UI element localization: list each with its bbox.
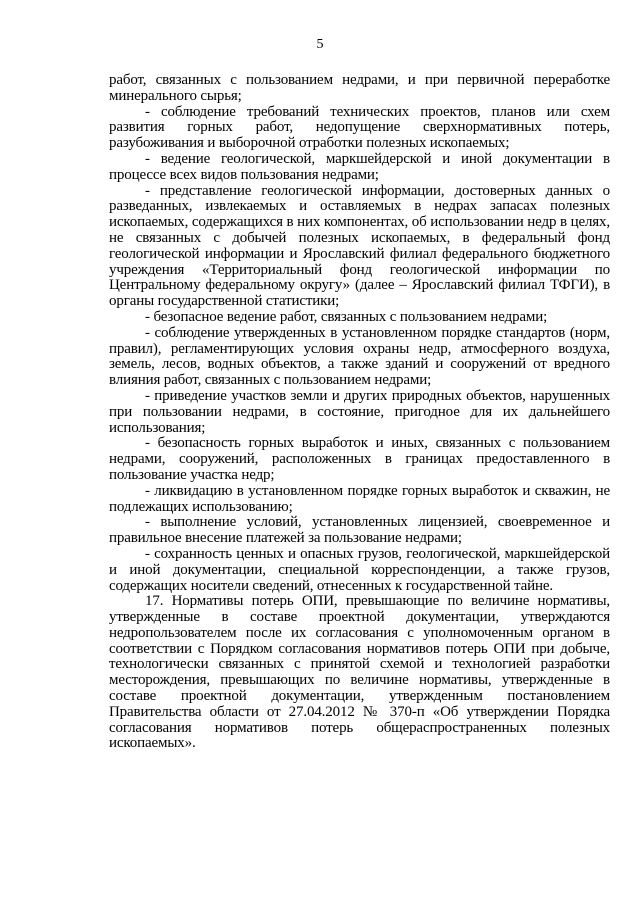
list-item-liquidation: - ликвидацию в установленном порядке горных выработок и скважин, не подлежащих использованию; (109, 482, 610, 515)
document-body (109, 73, 610, 752)
list-item-license-conditions: - выполнение условий, установленных лицензией, своевременное и правильное внесение платежей за пользование недрами; (109, 514, 610, 547)
list-item-documentation: - ведение геологической, маркшейдерской и иной документации в процессе всех видов пользования недрами; (109, 150, 610, 183)
list-item-safe-operations: - безопасное ведение работ, связанных с пользованием недрами; (145, 308, 548, 325)
section-17-paragraph: 17. Нормативы потерь ОПИ, превышающие по величине нормативы, утвержденные в составе проектной документации, утверждаются недропользователем после их согласования с уполномоченным органом в соответствии с Порядком согласования нормативов потерь ОПИ при добыче, технологически связанных с принятой схемой и технологией разработки месторождения, превышающих по величине нормативы, утвержденные в составе проектной документации, утвержденным постановлением Правительства области от 27.04.2012 № 370-п «Об утверждении Порядка согласования нормативов потерь общераспространенных полезных ископаемых». (109, 593, 610, 752)
list-item-technical-projects: - соблюдение требований технических проектов, планов или схем развития горных работ, недопущение сверхнормативных потерь, разубоживания и выборочной отработки полезных ископаемых; (109, 103, 610, 152)
page-number: 5 (316, 37, 324, 52)
list-item-mine-safety: - безопасность горных выработок и иных, связанных с пользованием недрами, сооружений, расположенных в границах предоставленного в пользование участка недр; (109, 435, 610, 483)
paragraph-continuation: работ, связанных с пользованием недрами, и при первичной переработке минерального сырья; (109, 72, 610, 104)
list-item-cargo-safety: - сохранность ценных и опасных грузов, геологической, маркшейдерской и иной документации, специальной корреспонденции, а также грузов, содержащих носители сведений, отнесенных к государственной тайне. (109, 545, 610, 594)
list-item-standards-compliance: - соблюдение утвержденных в установленном порядке стандартов (норм, правил), регламентирующих условия охраны недр, атмосферного воздуха, земель, лесов, водных объектов, а также зданий и сооружений от вредного влияния работ, связанных с пользованием недрами; (109, 324, 610, 389)
list-item-land-restoration: - приведение участков земли и других природных объектов, нарушенных при пользовании недрами, в состояние, пригодное для их дальнейшего использования; (109, 387, 610, 436)
list-item-geological-information: - представление геологической информации, достоверных данных о разведанных, извлекаемых и оставляемых в недрах запасах полезных ископаемых, содержащихся в них компонентах, об использовании недр в целях, не связанных с добычей полезных ископаемых, в федеральный фонд геологической информации и Ярославский филиал федерального бюджетного учреждения «Территориальный фонд геологической информации по Центральному федеральному округу» (далее – Ярославский филиал ТФГИ), в органы государственной статистики; (109, 182, 610, 310)
